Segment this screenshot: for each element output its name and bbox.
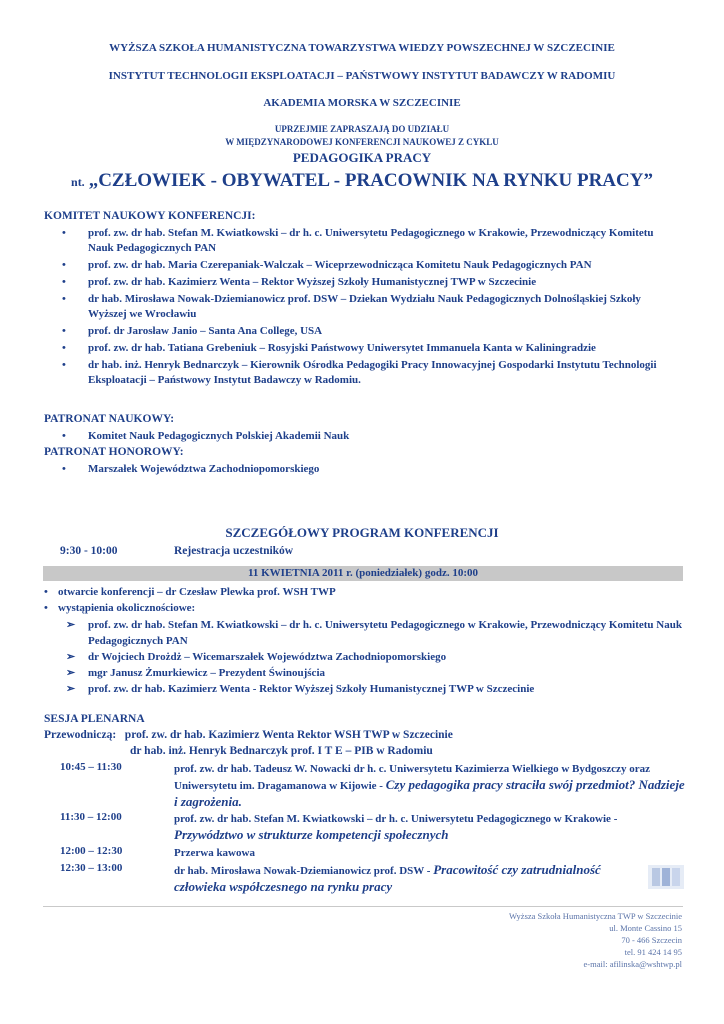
item-time: 12:00 – 12:30: [60, 845, 123, 857]
committee-member: • prof. dr Jarosław Janio – Santa Ana College, USA: [62, 325, 323, 337]
item-topic: Przywództwo w strukturze kompetencji społecznych: [174, 827, 449, 842]
bullet-icon: •: [62, 342, 66, 354]
committee-member: • dr hab. Mirosława Nowak-Dziemianowicz prof. DSW – Dziekan Wydziału Nauk Pedagogicznych Dolnośląskiej Szkoły Wyższej we Wrocławiu: [62, 293, 641, 320]
chairs-row-1: [44, 728, 453, 742]
registration-row: [60, 545, 293, 557]
scientific-patronage-heading: PATRONAT NAUKOWY:: [44, 413, 175, 425]
speech-item: ➢ prof. zw. dr hab. Kazimierz Wenta - Rektor Wyższej Szkoły Humanistycznej TWP w Szczecinie: [66, 683, 535, 695]
honorary-patronage-heading: PATRONAT HONOROWY:: [44, 446, 184, 458]
speeches-list: [66, 617, 686, 697]
item-time: 12:30 – 13:00: [60, 862, 123, 874]
bullet-icon: •: [62, 430, 66, 442]
bullet-icon: •: [62, 463, 66, 475]
title-text: „CZŁOWIEK - OBYWATEL - PRACOWNIK NA RYNKU PRACY”: [88, 170, 653, 191]
registration-time: 9:30 - 10:00: [60, 545, 118, 557]
committee-member: • prof. zw. dr hab. Maria Czerepaniak-Walczak – Wiceprzewodnicząca Komitetu Nauk Pedagogicznych PAN: [62, 259, 592, 271]
footer-line: ul. Monte Cassino 15: [609, 923, 682, 933]
speech-item: ➢ mgr Janusz Żmurkiewicz – Prezydent Świnoujścia: [66, 667, 325, 679]
speech-item: ➢ prof. zw. dr hab. Stefan M. Kwiatkowski – dr h. c. Uniwersytetu Pedagogicznego w Krakowie, Przewodniczący Komitetu Nauk Pedagogicznych PAN: [66, 619, 682, 647]
logo-icon: [646, 862, 686, 892]
bullet-icon: •: [62, 227, 66, 239]
item-topic: Pracowitość czy zatrudnialność człowieka współczesnego na rynku pracy: [174, 862, 601, 894]
chair-1: prof. zw. dr hab. Kazimierz Wenta Rektor WSH TWP w Szczecinie: [124, 729, 453, 741]
session-title: SESJA PLENARNA: [44, 713, 145, 725]
program-heading: SZCZEGÓŁOWY PROGRAM KONFERENCJI: [225, 525, 499, 540]
bullet-icon: •: [62, 259, 66, 271]
committee-member: • prof. zw. dr hab. Stefan M. Kwiatkowski – dr h. c. Uniwersytetu Pedagogicznego w Krakowie, Przewodniczący Komitetu Nauk Pedagogicznych PAN: [62, 227, 654, 254]
footer-email: e-mail: afilinska@wshtwp.pl: [583, 959, 682, 969]
speech-item: ➢ dr Wojciech Drożdż – Wicemarszałek Województwa Zachodniopomorskiego: [66, 651, 447, 663]
item-topic: Czy pedagogika pracy straciła swój przedmiot? Nadzieje i zagrożenia.: [174, 777, 685, 809]
arrow-bullet-icon: ➢: [66, 619, 76, 631]
committee-member: • prof. zw. dr hab. Tatiana Grebeniuk – Rosyjski Państwowy Uniwersytet Immanuela Kanta w Kaliningradzie: [62, 342, 596, 354]
speeches-item: • wystąpienia okolicznościowe:: [44, 602, 196, 614]
bullet-icon: •: [62, 293, 66, 305]
series-name: PEDAGOGIKA PRACY: [292, 150, 432, 165]
organizer-3: AKADEMIA MORSKA W SZCZECINIE: [263, 97, 461, 109]
bullet-icon: •: [62, 276, 66, 288]
item-description: prof. zw. dr hab. Tadeusz W. Nowacki dr h. c. Uniwersytetu Kazimierza Wielkiego w Bydgoszczy oraz Uniwersytetu im. Dragamanowa w Kijowie - Czy pedagogika pracy straciła swój przedmiot? Nadzieje i zagrożenia.: [174, 763, 685, 809]
conference-title: [0, 170, 724, 192]
invite-line-2: W MIĘDZYNARODOWEJ KONFERENCJI NAUKOWEJ Z CYKLU: [225, 137, 499, 147]
bullet-icon: •: [44, 602, 48, 614]
footer-line: 70 - 466 Szczecin: [621, 935, 682, 945]
bullet-icon: •: [62, 325, 66, 337]
bullet-icon: •: [44, 586, 48, 598]
organizer-2: INSTYTUT TECHNOLOGII EKSPLOATACJI – PAŃSTWOWY INSTYTUT BADAWCZY W RADOMIU: [108, 70, 616, 82]
patron-item: • Komitet Nauk Pedagogicznych Polskiej Akademii Nauk: [62, 430, 350, 442]
organizer-1: WYŻSZA SZKOŁA HUMANISTYCZNA TOWARZYSTWA WIEDZY POWSZECHNEJ W SZCZECINIE: [109, 42, 615, 54]
chair-2: dr hab. inż. Henryk Bednarczyk prof. I T E – PIB w Radomiu: [130, 745, 433, 757]
item-description: Przerwa kawowa: [174, 847, 255, 859]
item-time: 11:30 – 12:00: [60, 811, 122, 823]
bullet-icon: •: [62, 359, 66, 371]
registration-label: Rejestracja uczestników: [174, 545, 294, 557]
footer-divider: [43, 906, 683, 907]
invite-line-1: UPRZEJMIE ZAPRASZAJĄ DO UDZIAŁU: [274, 124, 450, 134]
committee-member: • dr hab. inż. Henryk Bednarczyk – Kierownik Ośrodka Pedagogiki Pracy Innowacyjnej Gospodarki Instytutu Technologii Eksploatacji – Państwowy Instytut Badawczy w Radomiu.: [62, 359, 657, 386]
committee-member: • prof. zw. dr hab. Kazimierz Wenta – Rektor Wyższej Szkoły Humanistycznej TWP w Szczecinie: [62, 276, 537, 288]
footer-address: [509, 910, 682, 970]
arrow-bullet-icon: ➢: [66, 667, 76, 679]
footer-line: tel. 91 424 14 95: [624, 947, 682, 957]
chairs-label: Przewodniczą:: [44, 729, 117, 741]
patron-item: • Marszałek Województwa Zachodniopomorskiego: [62, 463, 320, 475]
scientific-patronage-list: [62, 429, 672, 446]
committee-heading: KOMITET NAUKOWY KONFERENCJI:: [44, 210, 256, 222]
item-description: prof. zw. dr hab. Stefan M. Kwiatkowski – dr h. c. Uniwersytetu Pedagogicznego w Krakowie - Przywództwo w strukturze kompetencji społecznych: [174, 813, 618, 842]
arrow-bullet-icon: ➢: [66, 683, 76, 695]
title-prefix: nt.: [71, 175, 85, 189]
honorary-patronage-list: [62, 462, 672, 479]
opening-item: • otwarcie konferencji – dr Czesław Plewka prof. WSH TWP: [44, 586, 336, 598]
item-time: 10:45 – 11:30: [60, 761, 122, 773]
arrow-bullet-icon: ➢: [66, 651, 76, 663]
footer-line: Wyższa Szkoła Humanistyczna TWP w Szczecinie: [509, 911, 682, 921]
item-description: dr hab. Mirosława Nowak-Dziemianowicz prof. DSW - Pracowitość czy zatrudnialność człowieka współczesnego na rynku pracy: [174, 862, 601, 894]
day-banner: 11 KWIETNIA 2011 r. (poniedziałek) godz. 10:00: [43, 566, 683, 581]
committee-list: [62, 226, 672, 390]
